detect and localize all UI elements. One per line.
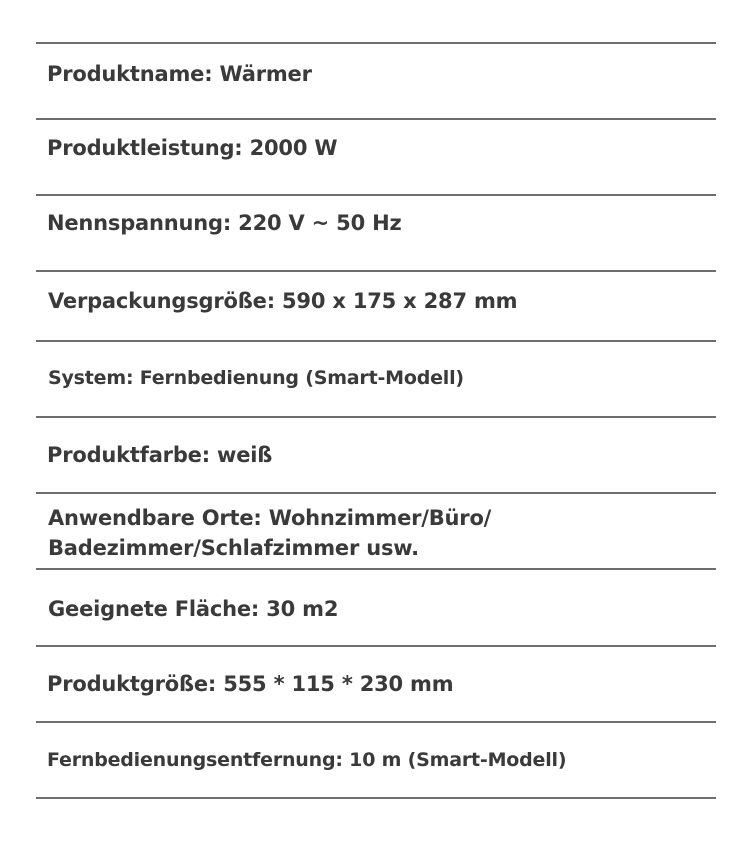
spec-table <box>36 42 716 799</box>
spec-power-text: Produktleistung: 2000 W <box>47 136 338 160</box>
spec-area-text: Geeignete Fläche: 30 m2 <box>48 597 339 621</box>
spec-product-size-text: Produktgröße: 555 * 115 * 230 mm <box>47 672 454 696</box>
spec-row-product-size <box>36 647 716 721</box>
spec-row-package-size <box>36 272 716 340</box>
spec-row-name <box>36 44 716 118</box>
spec-row-system <box>36 342 716 416</box>
divider <box>36 797 716 799</box>
spec-row-remote-range <box>36 723 716 797</box>
spec-package-size-text: Verpackungsgröße: 590 x 175 x 287 mm <box>48 289 518 313</box>
spec-row-power <box>36 120 716 194</box>
spec-color-text: Produktfarbe: weiß <box>47 443 273 467</box>
spec-row-locations <box>36 494 716 568</box>
spec-name-text: Produktname: Wärmer <box>47 62 312 86</box>
spec-row-area <box>36 570 716 645</box>
spec-system-text: System: Fernbedienung (Smart-Modell) <box>48 367 464 389</box>
spec-remote-range-text: Fernbedienungsentfernung: 10 m (Smart-Modell) <box>47 749 567 771</box>
spec-row-color <box>36 418 716 492</box>
spec-voltage-text: Nennspannung: 220 V ~ 50 Hz <box>47 211 402 235</box>
spec-locations-text: Anwendbare Orte: Wohnzimmer/Büro/ Badezimmer/Schlafzimmer usw. <box>48 506 492 560</box>
spec-row-voltage <box>36 196 716 270</box>
